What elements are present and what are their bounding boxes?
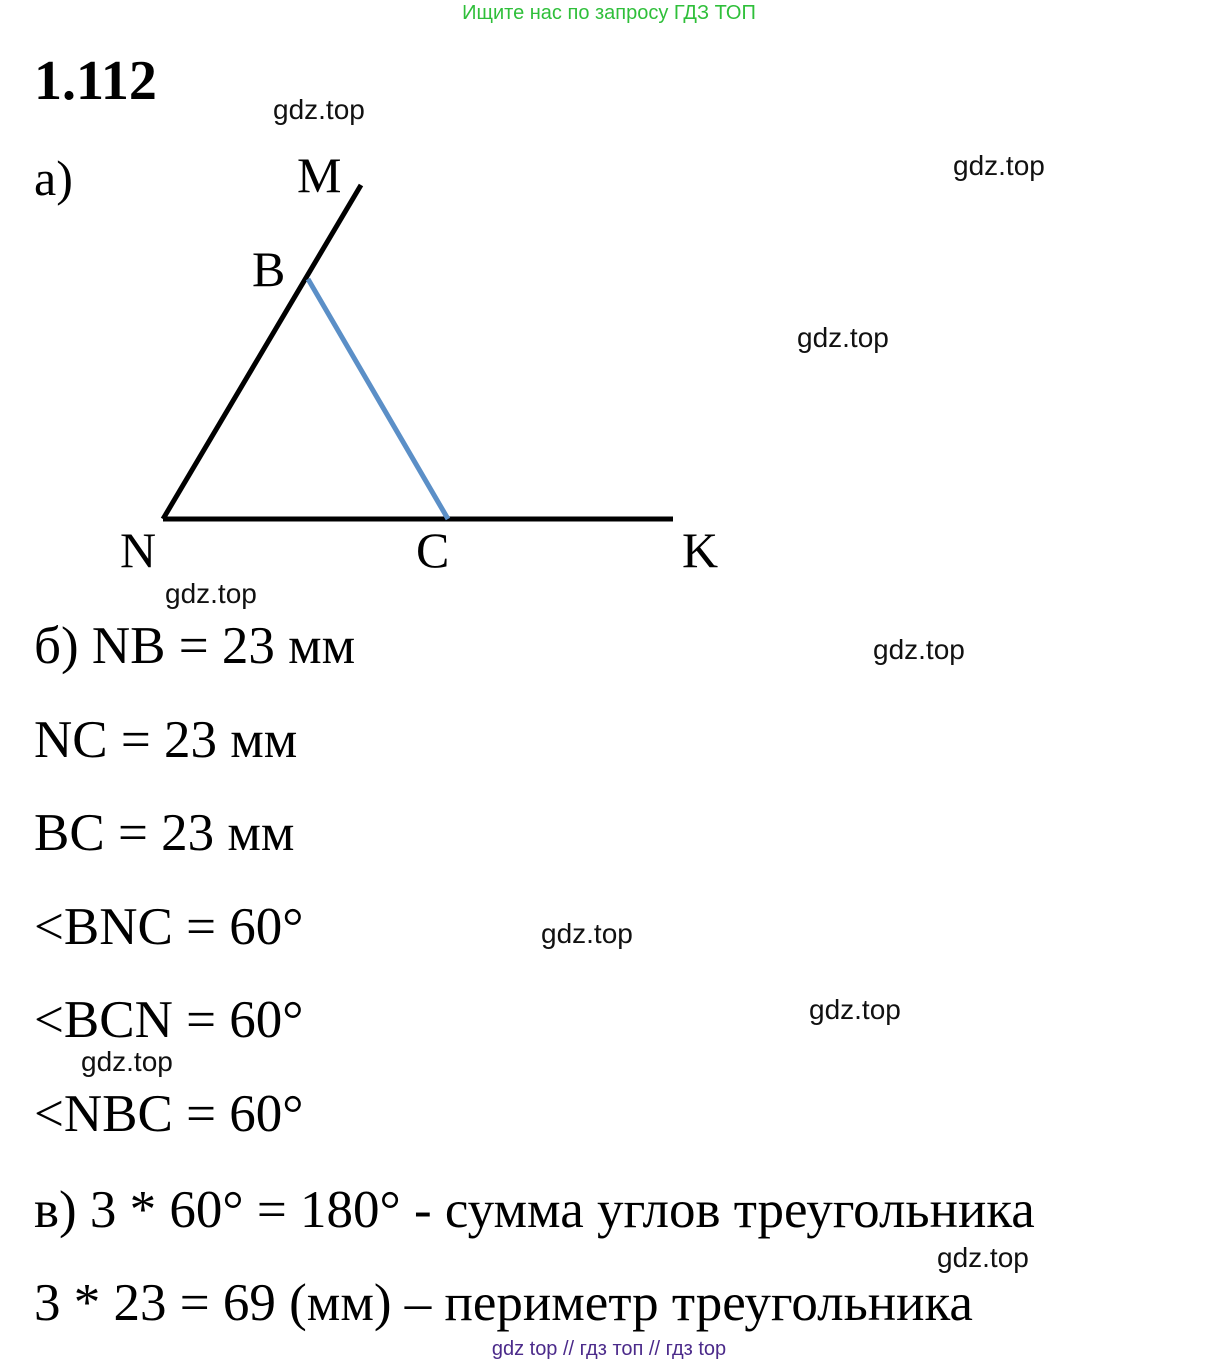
problem-number: 1.112 (34, 50, 157, 112)
part-a-label: а) (34, 150, 73, 206)
line-perimeter: 3 * 23 = 69 (мм) – периметр треугольника (34, 1274, 973, 1332)
line-nb: б) NB = 23 мм (34, 617, 356, 675)
line-angle-bnc: <BNC = 60° (34, 898, 304, 956)
line-angle-nbc: <NBC = 60° (34, 1085, 304, 1143)
watermark: gdz.top (873, 634, 965, 665)
watermark: gdz.top (953, 150, 1045, 181)
ray-nm (163, 185, 361, 519)
search-banner: Ищите нас по запросу ГДЗ ТОП (462, 2, 756, 24)
line-nc: NC = 23 мм (34, 711, 298, 769)
footer-watermark: gdz top // гдз топ // гдз top (491, 1338, 727, 1360)
segment-bc (308, 279, 448, 519)
triangle-figure (0, 0, 1218, 600)
point-label-k: K (682, 522, 719, 578)
line-angle-bcn: <BCN = 60° (34, 991, 304, 1049)
watermark: gdz.top (165, 578, 257, 609)
line-angle-sum: в) 3 * 60° = 180° - сумма углов треугольника (34, 1181, 1035, 1239)
watermark: gdz.top (937, 1242, 1029, 1273)
point-label-c: C (416, 522, 450, 578)
point-label-b: B (252, 241, 286, 297)
line-bc: BC = 23 мм (34, 804, 295, 862)
watermark: gdz.top (809, 994, 901, 1025)
watermark: gdz.top (273, 94, 365, 125)
point-label-m: M (297, 147, 342, 203)
watermark: gdz.top (541, 918, 633, 949)
watermark: gdz.top (81, 1046, 173, 1077)
watermark: gdz.top (797, 322, 889, 353)
point-label-n: N (120, 522, 157, 578)
